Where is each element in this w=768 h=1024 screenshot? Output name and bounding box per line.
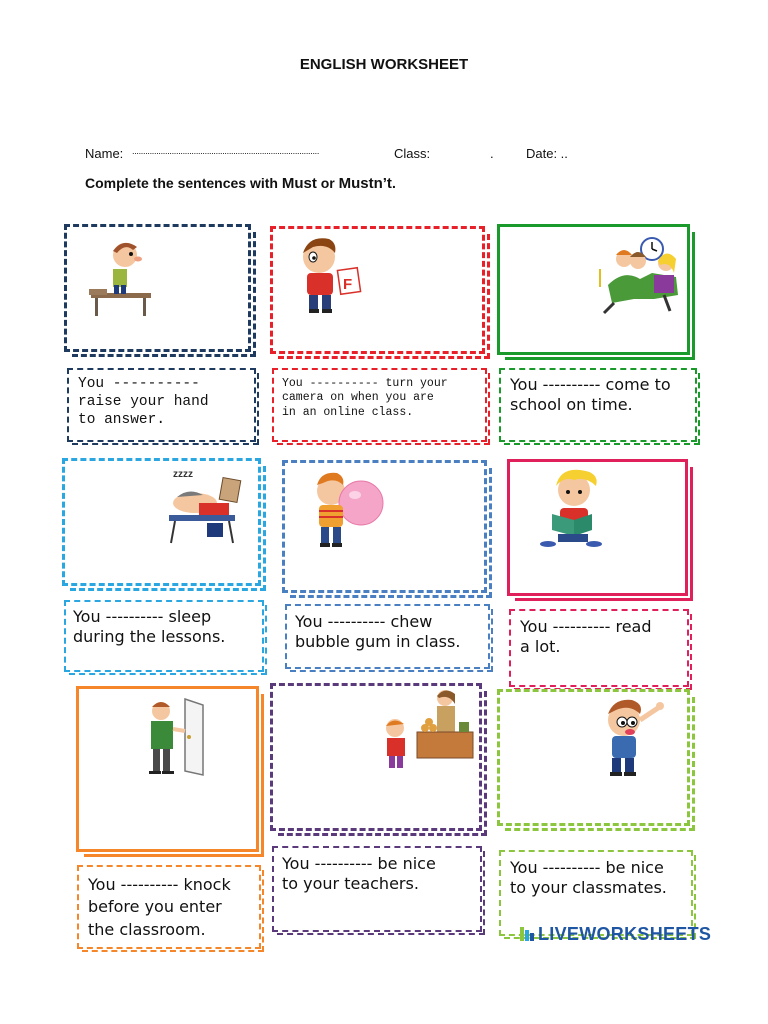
picture-frame-2 [270,226,485,354]
sentence-box-4[interactable] [64,600,264,672]
svg-text:zzzz: zzzz [173,469,193,480]
sentence-line: raise your hand [78,394,209,411]
kids-running-late-illustration [594,233,686,317]
sentence-line: You ---------- chew [295,612,433,631]
boy-holding-f-paper-illustration [287,231,377,319]
sentence-box-1[interactable] [67,368,256,442]
sentence-box-2[interactable] [272,368,487,442]
instructions-text: Complete the sentences with [85,175,282,191]
picture-frame-5 [282,460,487,593]
logo-text: LIVEWORKSHEETS [538,924,712,944]
sentence-line: to answer. [78,412,166,429]
class-label: Class: [394,146,431,161]
sentence-line: in an online class. [282,405,414,419]
sentence-line: to your teachers. [282,874,419,893]
name-dots: ..................................................................................... [132,146,320,156]
sentence-line: the classroom. [88,919,206,939]
instructions [85,175,396,192]
must-word: Must [281,175,317,192]
boy-blowing-bubble-gum-illustration [305,465,395,553]
liveworksheets-logo-icon [520,927,536,941]
sentence-line: You ---------- sleep [73,607,212,626]
sentence-line: before you enter [88,897,222,917]
svg-text:F: F [343,276,353,293]
sentence-line: a lot. [520,637,561,656]
sentence-box-7[interactable] [77,865,261,949]
sentence-box-3[interactable] [499,368,697,442]
liveworksheets-logo[interactable] [520,924,711,945]
sentence-line: You ---------- turn your [282,377,448,390]
period: . [391,175,396,191]
picture-frame-6 [507,459,688,596]
sentence-line: You ---------- be nice [510,858,664,877]
worksheet-title: ENGLISH WORKSHEET [299,56,469,73]
man-knocking-on-door-illustration [129,695,217,779]
boy-standing-on-desk-illustration [85,231,175,321]
sentence-line: You ---------- come to [510,375,671,394]
picture-frame-1 [64,224,251,352]
boy-reading-book-illustration [534,464,618,550]
sentence-box-8[interactable] [272,846,482,932]
sentence-box-5[interactable] [285,604,490,669]
picture-frame-4 [62,458,261,586]
sentence-line: camera on when you are [282,391,434,405]
picture-frame-8 [270,683,482,831]
sentence-line: You ---------- read [520,617,652,636]
boy-making-rude-face-illustration [592,694,682,782]
boy-and-teacher-at-desk-illustration [375,686,479,776]
sentence-line: You ---------- [78,376,200,392]
name-label: Name: [85,146,124,161]
picture-frame-7 [76,686,259,852]
picture-frame-9 [497,689,690,826]
sentence-box-6[interactable] [509,609,689,687]
sentence-line: school on time. [510,395,633,414]
sentence-line: bubble gum in class. [295,632,461,651]
class-dot: . [490,146,494,161]
date-label: Date: .. [526,146,568,161]
picture-frame-3 [497,224,690,355]
mustnt-word: Mustn’t [338,175,392,192]
sentence-line: during the lessons. [73,627,226,646]
sentence-line: to your classmates. [510,878,667,897]
sentence-line: You ---------- knock [88,875,231,894]
sentence-line: You ---------- be nice [282,854,436,873]
student-sleeping-at-desk-illustration [159,463,251,549]
or-word: or [316,175,339,191]
